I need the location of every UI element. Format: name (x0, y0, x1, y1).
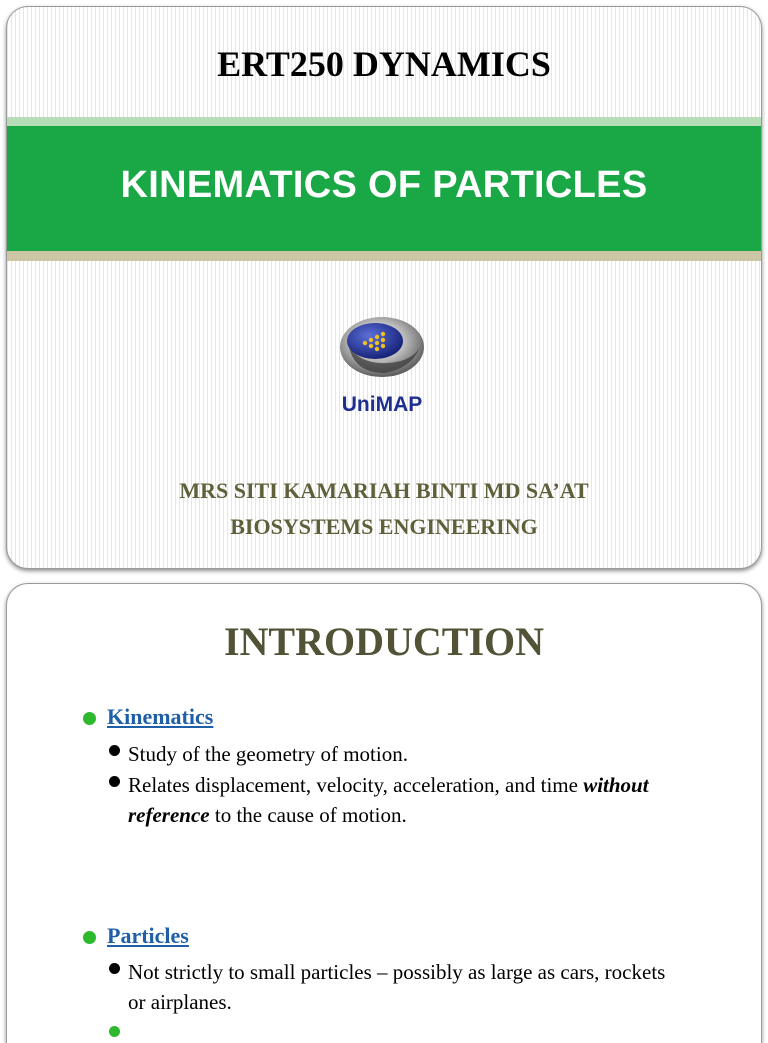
bullet-icon (109, 745, 120, 756)
unimap-logo (335, 313, 429, 417)
title-slide (6, 6, 762, 569)
department-name: BIOSYSTEMS ENGINEERING (230, 514, 538, 539)
emphasis-text: without reference (128, 773, 649, 827)
list-item-text: Not strictly to small particles – possibly as large as cars, rockets or airplanes. (128, 960, 666, 1014)
green-bullet-icon (83, 931, 96, 944)
logo-wordmark: UniMAP (341, 393, 423, 416)
presenter-name: MRS SITI KAMARIAH BINTI MD SA’AT (179, 478, 589, 503)
particles-link[interactable]: Particles (107, 923, 189, 948)
introduction-slide (6, 583, 762, 1043)
green-bullet-icon (83, 712, 96, 725)
kinematics-link[interactable]: Kinematics (107, 704, 214, 729)
course-title: ERT250 DYNAMICS (217, 44, 551, 84)
slide-title: INTRODUCTION (223, 619, 545, 664)
band-bottom-stripe (7, 251, 761, 261)
bullet-icon (109, 1026, 120, 1037)
list-item-text: Relates displacement, velocity, acceleration, and time without reference to the cause of motion. (128, 773, 649, 827)
bullet-icon (109, 776, 120, 787)
band-top-stripe (7, 117, 761, 126)
title-band (7, 126, 761, 251)
bullet-icon (109, 963, 120, 974)
list-item-text: Study of the geometry of motion. (128, 742, 408, 766)
topic-title: KINEMATICS OF PARTICLES (120, 164, 648, 206)
